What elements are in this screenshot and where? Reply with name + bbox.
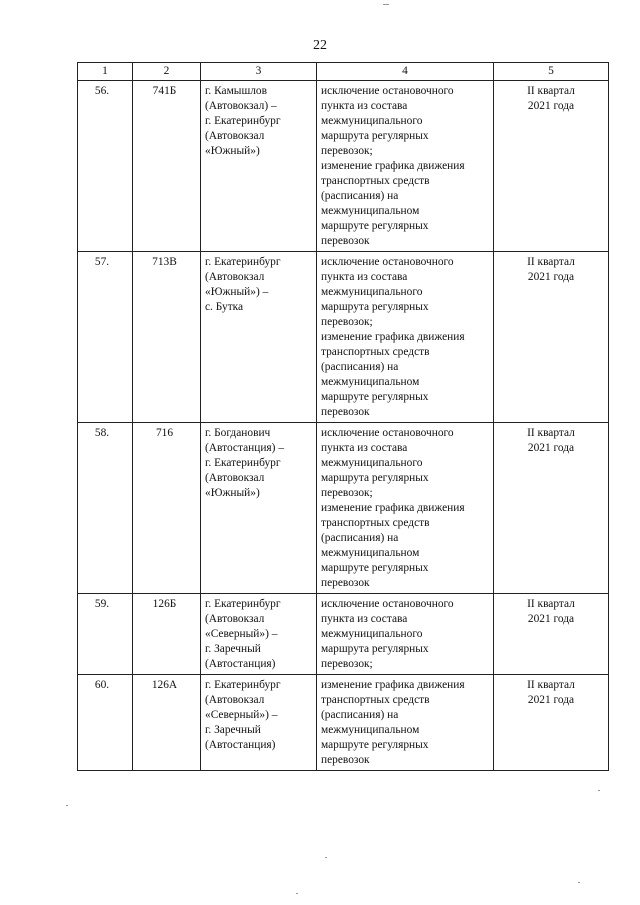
cell-line: г. Заречный <box>205 643 261 655</box>
change-description <box>317 594 494 675</box>
cell-line: «Южный») <box>205 145 260 157</box>
scan-speck <box>296 893 298 894</box>
cell-line: перевозок <box>321 754 370 766</box>
cell-line: пункта из состава <box>321 271 408 283</box>
cell-line: перевозок <box>321 577 370 589</box>
cell-line: изменение графика движения <box>321 160 465 172</box>
route-number: 713В <box>133 252 201 423</box>
cell-line: «Южный») – <box>205 286 269 298</box>
cell-line: г. Екатеринбург <box>205 598 281 610</box>
cell-line: перевозок; <box>321 487 373 499</box>
cell-line: (Автостанция) – <box>205 442 285 454</box>
cell-line: с. Бутка <box>205 301 244 313</box>
cell-line: (расписания) на <box>321 361 399 373</box>
row-number: 57. <box>78 252 133 423</box>
cell-line: II квартал <box>527 427 575 439</box>
route-path <box>201 594 317 675</box>
cell-line: «Северный») – <box>205 709 278 721</box>
cell-line: межмуниципальном <box>321 376 420 388</box>
cell-line: исключение остановочного <box>321 85 454 97</box>
route-number: 741Б <box>133 81 201 252</box>
cell-line: (Автостанция) <box>205 658 276 670</box>
cell-line: перевозок; <box>321 658 373 670</box>
table-row <box>78 594 609 675</box>
cell-line: (Автовокзал <box>205 472 265 484</box>
change-description <box>317 81 494 252</box>
cell-line: транспортных средств <box>321 517 430 529</box>
row-number: 58. <box>78 423 133 594</box>
route-path <box>201 252 317 423</box>
cell-line: транспортных средств <box>321 346 430 358</box>
route-path <box>201 675 317 771</box>
route-path <box>201 423 317 594</box>
route-number: 126А <box>133 675 201 771</box>
cell-line: 2021 года <box>527 271 575 283</box>
cell-line: маршрута регулярных <box>321 130 429 142</box>
cell-line: пункта из состава <box>321 100 408 112</box>
cell-line: исключение остановочного <box>321 427 454 439</box>
routes-table <box>77 62 609 771</box>
cell-line: 2021 года <box>527 442 575 454</box>
cell-line: г. Екатеринбург <box>205 256 281 268</box>
cell-line: пункта из состава <box>321 442 408 454</box>
cell-line: г. Екатеринбург <box>205 679 281 691</box>
cell-line: (расписания) на <box>321 190 399 202</box>
cell-line: II квартал <box>527 598 575 610</box>
cell-line: (Автовокзал <box>205 271 265 283</box>
cell-line: маршруте регулярных <box>321 391 429 403</box>
cell-line: г. Екатеринбург <box>205 115 281 127</box>
cell-line: межмуниципального <box>321 115 423 127</box>
cell-line: II квартал <box>527 85 575 97</box>
cell-line: г. Камышлов <box>205 85 267 97</box>
cell-line: перевозок; <box>321 145 373 157</box>
page-number: 22 <box>313 38 327 53</box>
cell-line: (Автовокзал <box>205 613 265 625</box>
cell-line: 2021 года <box>527 694 575 706</box>
cell-line: «Южный») <box>205 487 260 499</box>
row-number: 59. <box>78 594 133 675</box>
cell-line: 2021 года <box>527 613 575 625</box>
cell-line: исключение остановочного <box>321 256 454 268</box>
cell-line: (расписания) на <box>321 532 399 544</box>
table-body <box>78 81 609 771</box>
period <box>494 675 609 771</box>
cell-line: «Северный») – <box>205 628 278 640</box>
cell-line: г. Богданович <box>205 427 271 439</box>
row-number: 56. <box>78 81 133 252</box>
cell-line: маршруте регулярных <box>321 220 429 232</box>
table-row <box>78 252 609 423</box>
cell-line: II квартал <box>527 679 575 691</box>
route-number: 126Б <box>133 594 201 675</box>
period <box>494 594 609 675</box>
cell-line: транспортных средств <box>321 694 430 706</box>
cell-line: (расписания) на <box>321 709 399 721</box>
cell-line: перевозок <box>321 235 370 247</box>
cell-line: маршрута регулярных <box>321 643 429 655</box>
cell-line: 2021 года <box>527 100 575 112</box>
cell-line: г. Заречный <box>205 724 261 736</box>
cell-line: межмуниципальном <box>321 205 420 217</box>
scan-speck <box>66 805 68 806</box>
cell-line: межмуниципальном <box>321 724 420 736</box>
cell-line: изменение графика движения <box>321 331 465 343</box>
scan-speck <box>383 4 389 5</box>
header-col-4: 4 <box>317 63 494 81</box>
table-row <box>78 81 609 252</box>
cell-line: маршруте регулярных <box>321 562 429 574</box>
cell-line: межмуниципального <box>321 286 423 298</box>
cell-line: маршрута регулярных <box>321 301 429 313</box>
row-number: 60. <box>78 675 133 771</box>
scan-speck <box>325 857 327 858</box>
cell-line: межмуниципального <box>321 628 423 640</box>
cell-line: маршрута регулярных <box>321 472 429 484</box>
table-row <box>78 675 609 771</box>
change-description <box>317 423 494 594</box>
cell-line: (Автовокзал <box>205 130 265 142</box>
cell-line: (Автовокзал) – <box>205 100 277 112</box>
header-col-1: 1 <box>78 63 133 81</box>
scan-speck <box>598 790 600 791</box>
period <box>494 423 609 594</box>
cell-line: транспортных средств <box>321 175 430 187</box>
cell-line: маршруте регулярных <box>321 739 429 751</box>
header-col-3: 3 <box>201 63 317 81</box>
period <box>494 81 609 252</box>
cell-line: изменение графика движения <box>321 679 465 691</box>
cell-line: пункта из состава <box>321 613 408 625</box>
cell-line: изменение графика движения <box>321 502 465 514</box>
header-col-2: 2 <box>133 63 201 81</box>
scan-speck <box>578 882 580 883</box>
cell-line: исключение остановочного <box>321 598 454 610</box>
header-row <box>78 63 609 81</box>
cell-line: перевозок <box>321 406 370 418</box>
cell-line: г. Екатеринбург <box>205 457 281 469</box>
header-col-5: 5 <box>494 63 609 81</box>
cell-line: перевозок; <box>321 316 373 328</box>
cell-line: (Автовокзал <box>205 694 265 706</box>
period <box>494 252 609 423</box>
cell-line: межмуниципального <box>321 457 423 469</box>
cell-line: II квартал <box>527 256 575 268</box>
table-row <box>78 423 609 594</box>
route-path <box>201 81 317 252</box>
change-description <box>317 252 494 423</box>
route-number: 716 <box>133 423 201 594</box>
cell-line: (Автостанция) <box>205 739 276 751</box>
change-description <box>317 675 494 771</box>
cell-line: межмуниципальном <box>321 547 420 559</box>
